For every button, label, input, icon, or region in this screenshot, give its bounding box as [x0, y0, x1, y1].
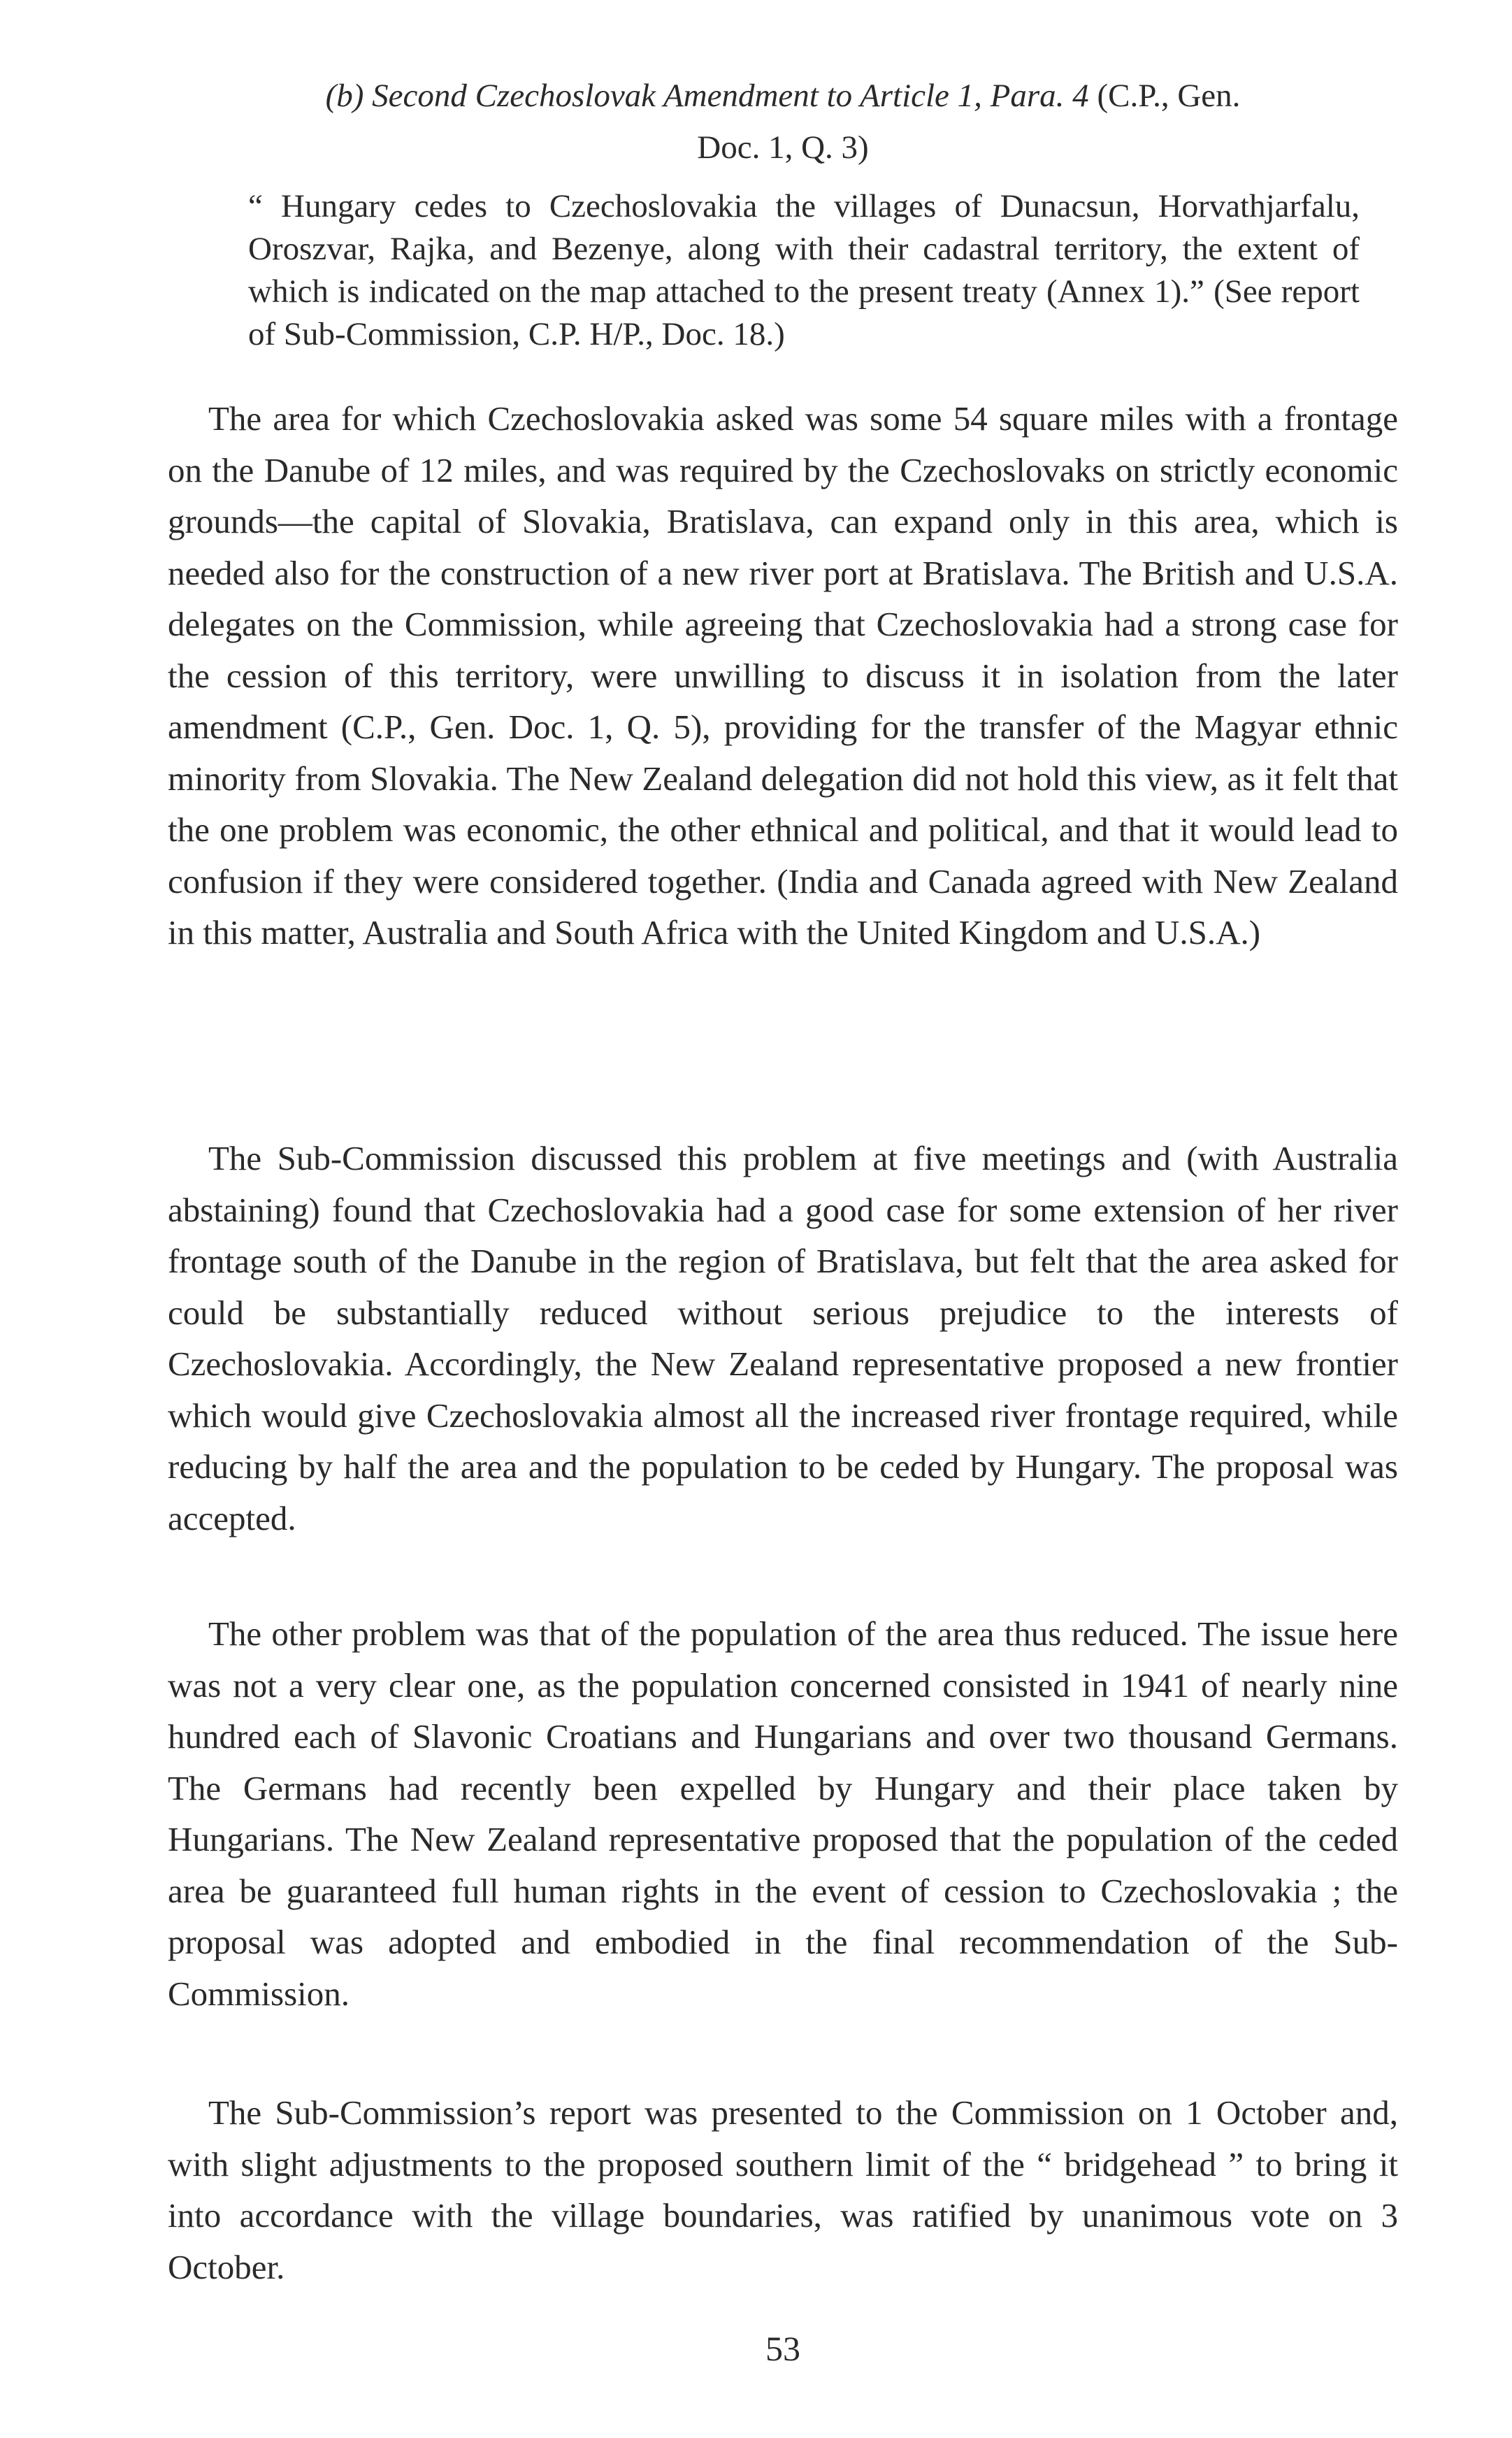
heading-label: (b) — [325, 78, 364, 114]
body-paragraph-3: The other problem was that of the population of the area thus reduced. The issue here was not a very clear one, as the population concerned consisted in 1941 of nearly nine hundred each of Slavonic Croatians and Hungarians and over two thousand Germans. The Germans had recently been expelled by Hungary and their place taken by Hungarians. The New Zealand representative proposed that the population of the ceded area be guaranteed full human rights in the event of cession to Czechoslovakia ; the proposal was adopted and embodied in the final recommendation of the Sub-Commission. — [168, 1614, 1398, 2013]
section-heading — [168, 70, 1398, 173]
heading-line-1 — [168, 70, 1398, 122]
amendment-quote: “ Hungary cedes to Czechoslovakia the villages of Dunacsun, Horvathjarfalu, Oroszvar, Rajka, and Bezenye, along with their cadastral territory, the extent of which is indicated on the map attached to the present treaty (Annex 1).” (See report of Sub-Commission, C.P. H/P., Doc. 18.) — [248, 188, 1360, 352]
heading-reference-part1: (C.P., Gen. — [1097, 78, 1241, 114]
body-paragraph-2: The Sub-Commission discussed this problem at five meetings and (with Australia abstaining) found that Czechoslovakia had a good case for some extension of her river frontage south of the Danube in the region of Bratislava, but felt that the area asked for could be substantially reduced without serious prejudice to the interests of Czechoslovakia. Accordingly, the New Zealand representative proposed a new frontier which would give Czechoslovakia almost all the increased river frontage required, while reducing by half the area and the population to be ceded by Hungary. The proposal was accepted. — [168, 1139, 1398, 1537]
heading-title: Second Czechoslovak Amendment to Article 1, Para. 4 — [372, 78, 1089, 114]
document-page — [168, 0, 1398, 2438]
body-paragraph-4: The Sub-Commission’s report was presented to the Commission on 1 October and, with slight adjustments to the proposed southern limit of the “ bridgehead ” to bring it into accordance with the village boundaries, was ratified by unanimous vote on 3 October. — [168, 2093, 1398, 2286]
page-number: 53 — [765, 2329, 800, 2368]
heading-reference-part2: Doc. 1, Q. 3) — [697, 129, 869, 166]
body-paragraph-1: The area for which Czechoslovakia asked was some 54 square miles with a frontage on the Danube of 12 miles, and was required by the Czechoslovaks on strictly economic grounds—the capital of Slovakia, Bratislava, can expand only in this area, which is needed also for the construction of a new river port at Bratislava. The British and U.S.A. delegates on the Commission, while agreeing that Czechoslovakia had a strong case for the cession of this territory, were unwilling to discuss it in isolation from the later amendment (C.P., Gen. Doc. 1, Q. 5), providing for the transfer of the Magyar ethnic minority from Slovakia. The New Zealand delegation did not hold this view, as it felt that the one problem was economic, the other ethnical and political, and that it would lead to confusion if they were considered together. (India and Canada agreed with New Zealand in this matter, Australia and South Africa with the United Kingdom and U.S.A.) — [168, 399, 1398, 952]
